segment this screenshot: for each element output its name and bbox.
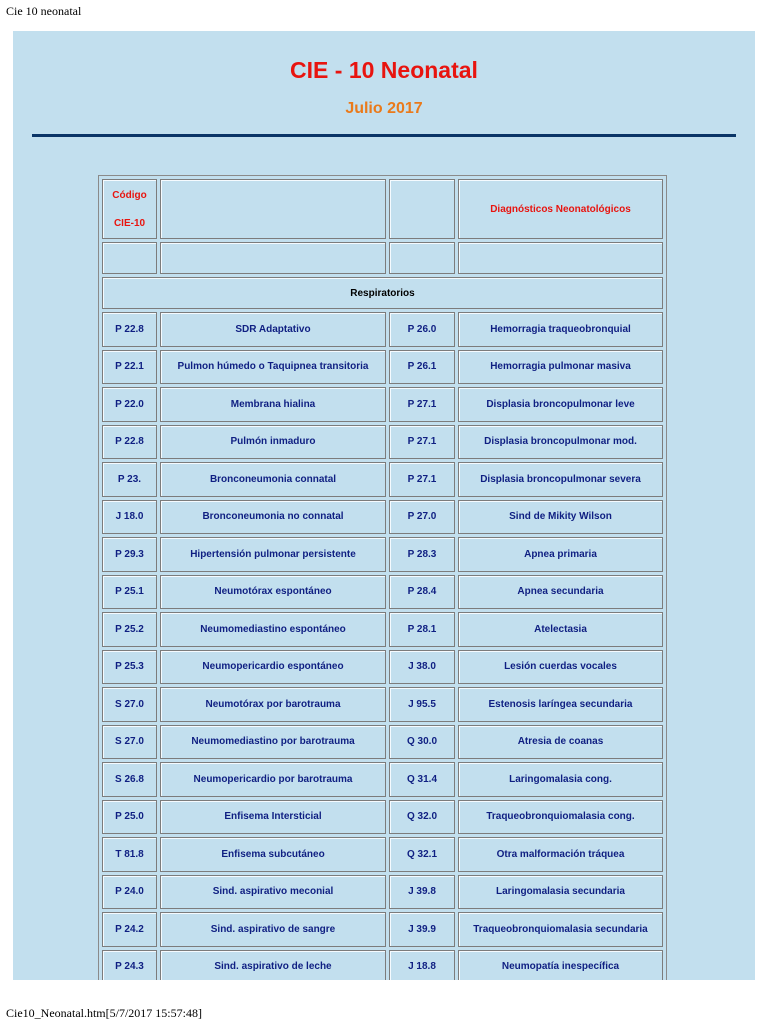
table-row bbox=[102, 575, 663, 610]
code-cell: Q 32.1 bbox=[389, 837, 455, 872]
diagnosis-cell: Neumomediastino por barotrauma bbox=[160, 725, 386, 760]
table-row bbox=[102, 875, 663, 910]
diagnosis-cell: Bronconeumonia connatal bbox=[160, 462, 386, 497]
table-section-row bbox=[102, 277, 663, 309]
code-cell: P 24.0 bbox=[102, 875, 157, 910]
diagnosis-cell: Displasia broncopulmonar leve bbox=[458, 387, 663, 422]
diagnosis-cell: Neumopatía inespecífica bbox=[458, 950, 663, 981]
code-cell: P 25.2 bbox=[102, 612, 157, 647]
code-cell: P 27.0 bbox=[389, 500, 455, 535]
table-row bbox=[102, 350, 663, 385]
code-cell: S 27.0 bbox=[102, 687, 157, 722]
document-page bbox=[13, 31, 755, 980]
code-cell: Q 30.0 bbox=[389, 725, 455, 760]
code-cell: P 25.3 bbox=[102, 650, 157, 685]
diagnosis-cell: Apnea primaria bbox=[458, 537, 663, 572]
page-title: CIE - 10 Neonatal bbox=[290, 57, 478, 83]
diagnosis-cell: Hemorragia pulmonar masiva bbox=[458, 350, 663, 385]
table-header-row bbox=[102, 179, 663, 239]
table-row bbox=[102, 612, 663, 647]
empty-cell bbox=[160, 242, 386, 274]
section-label-respiratorios: Respiratorios bbox=[102, 277, 663, 309]
header-diagnostics-label: Diagnósticos Neonatológicos bbox=[458, 179, 663, 239]
diagnosis-cell: SDR Adaptativo bbox=[160, 312, 386, 347]
code-cell: P 24.2 bbox=[102, 912, 157, 947]
code-cell: S 26.8 bbox=[102, 762, 157, 797]
cie10-table bbox=[98, 175, 667, 980]
code-cell: P 28.1 bbox=[389, 612, 455, 647]
code-cell: Q 32.0 bbox=[389, 800, 455, 835]
table-row bbox=[102, 950, 663, 981]
code-cell: P 25.1 bbox=[102, 575, 157, 610]
code-cell: P 26.1 bbox=[389, 350, 455, 385]
diagnosis-cell: Laringomalasia cong. bbox=[458, 762, 663, 797]
diagnosis-cell: Traqueobronquiomalasia secundaria bbox=[458, 912, 663, 947]
table-row bbox=[102, 725, 663, 760]
table-row bbox=[102, 312, 663, 347]
diagnosis-cell: Enfisema subcutáneo bbox=[160, 837, 386, 872]
empty-cell bbox=[102, 242, 157, 274]
code-cell: P 22.1 bbox=[102, 350, 157, 385]
diagnosis-cell: Lesión cuerdas vocales bbox=[458, 650, 663, 685]
diagnosis-cell: Displasia broncopulmonar mod. bbox=[458, 425, 663, 460]
diagnosis-cell: Traqueobronquiomalasia cong. bbox=[458, 800, 663, 835]
diagnosis-cell: Neumomediastino espontáneo bbox=[160, 612, 386, 647]
code-cell: P 24.3 bbox=[102, 950, 157, 981]
diagnosis-cell: Otra malformación tráquea bbox=[458, 837, 663, 872]
code-cell: J 39.9 bbox=[389, 912, 455, 947]
table-row bbox=[102, 462, 663, 497]
code-cell: P 28.3 bbox=[389, 537, 455, 572]
diagnosis-cell: Laringomalasia secundaria bbox=[458, 875, 663, 910]
table-row bbox=[102, 800, 663, 835]
diagnosis-cell: Sind. aspirativo de sangre bbox=[160, 912, 386, 947]
header-cie-label: CIE-10 bbox=[113, 217, 146, 229]
header-empty-cell bbox=[160, 179, 386, 239]
code-cell: J 39.8 bbox=[389, 875, 455, 910]
code-cell: P 25.0 bbox=[102, 800, 157, 835]
code-cell: P 26.0 bbox=[389, 312, 455, 347]
header-code-cell bbox=[102, 179, 157, 239]
diagnosis-cell: Pulmon húmedo o Taquipnea transitoria bbox=[160, 350, 386, 385]
diagnosis-cell: Displasia broncopulmonar severa bbox=[458, 462, 663, 497]
header-code-label: Código bbox=[112, 189, 147, 201]
diagnosis-cell: Hemorragia traqueobronquial bbox=[458, 312, 663, 347]
code-cell: T 81.8 bbox=[102, 837, 157, 872]
diagnosis-cell: Atresia de coanas bbox=[458, 725, 663, 760]
table-row bbox=[102, 912, 663, 947]
code-cell: P 23. bbox=[102, 462, 157, 497]
diagnosis-cell: Neumopericardio por barotrauma bbox=[160, 762, 386, 797]
header-empty-cell bbox=[389, 179, 455, 239]
table-row bbox=[102, 387, 663, 422]
table-row bbox=[102, 425, 663, 460]
diagnosis-cell: Hipertensión pulmonar persistente bbox=[160, 537, 386, 572]
code-cell: S 27.0 bbox=[102, 725, 157, 760]
diagnosis-cell: Enfisema Intersticial bbox=[160, 800, 386, 835]
code-cell: P 27.1 bbox=[389, 387, 455, 422]
table-blank-row bbox=[102, 242, 663, 274]
diagnosis-cell: Sind. aspirativo meconial bbox=[160, 875, 386, 910]
table-row bbox=[102, 500, 663, 535]
diagnosis-cell: Membrana hialina bbox=[160, 387, 386, 422]
horizontal-rule bbox=[32, 134, 736, 137]
code-cell: P 22.8 bbox=[102, 312, 157, 347]
table-row bbox=[102, 537, 663, 572]
code-cell: P 27.1 bbox=[389, 462, 455, 497]
diagnosis-cell: Pulmón inmaduro bbox=[160, 425, 386, 460]
diagnosis-cell: Sind. aspirativo de leche bbox=[160, 950, 386, 981]
diagnosis-cell: Estenosis laríngea secundaria bbox=[458, 687, 663, 722]
code-cell: J 18.8 bbox=[389, 950, 455, 981]
diagnosis-cell: Atelectasia bbox=[458, 612, 663, 647]
diagnosis-cell: Sind de Mikity Wilson bbox=[458, 500, 663, 535]
diagnosis-cell: Neumotórax espontáneo bbox=[160, 575, 386, 610]
table-row bbox=[102, 762, 663, 797]
page-subtitle: Julio 2017 bbox=[345, 100, 423, 117]
code-cell: J 18.0 bbox=[102, 500, 157, 535]
print-footer: Cie10_Neonatal.htm[5/7/2017 15:57:48] bbox=[6, 1006, 202, 1020]
diagnosis-cell: Bronconeumonia no connatal bbox=[160, 500, 386, 535]
code-cell: J 95.5 bbox=[389, 687, 455, 722]
diagnosis-cell: Neumotórax por barotrauma bbox=[160, 687, 386, 722]
code-cell: P 22.0 bbox=[102, 387, 157, 422]
diagnosis-cell: Apnea secundaria bbox=[458, 575, 663, 610]
print-header-title: Cie 10 neonatal bbox=[6, 4, 82, 18]
code-cell: P 27.1 bbox=[389, 425, 455, 460]
diagnosis-cell: Neumopericardio espontáneo bbox=[160, 650, 386, 685]
empty-cell bbox=[458, 242, 663, 274]
code-cell: P 29.3 bbox=[102, 537, 157, 572]
code-cell: P 22.8 bbox=[102, 425, 157, 460]
table-row bbox=[102, 837, 663, 872]
table-row bbox=[102, 687, 663, 722]
code-cell: Q 31.4 bbox=[389, 762, 455, 797]
table-row bbox=[102, 650, 663, 685]
code-cell: J 38.0 bbox=[389, 650, 455, 685]
empty-cell bbox=[389, 242, 455, 274]
code-cell: P 28.4 bbox=[389, 575, 455, 610]
